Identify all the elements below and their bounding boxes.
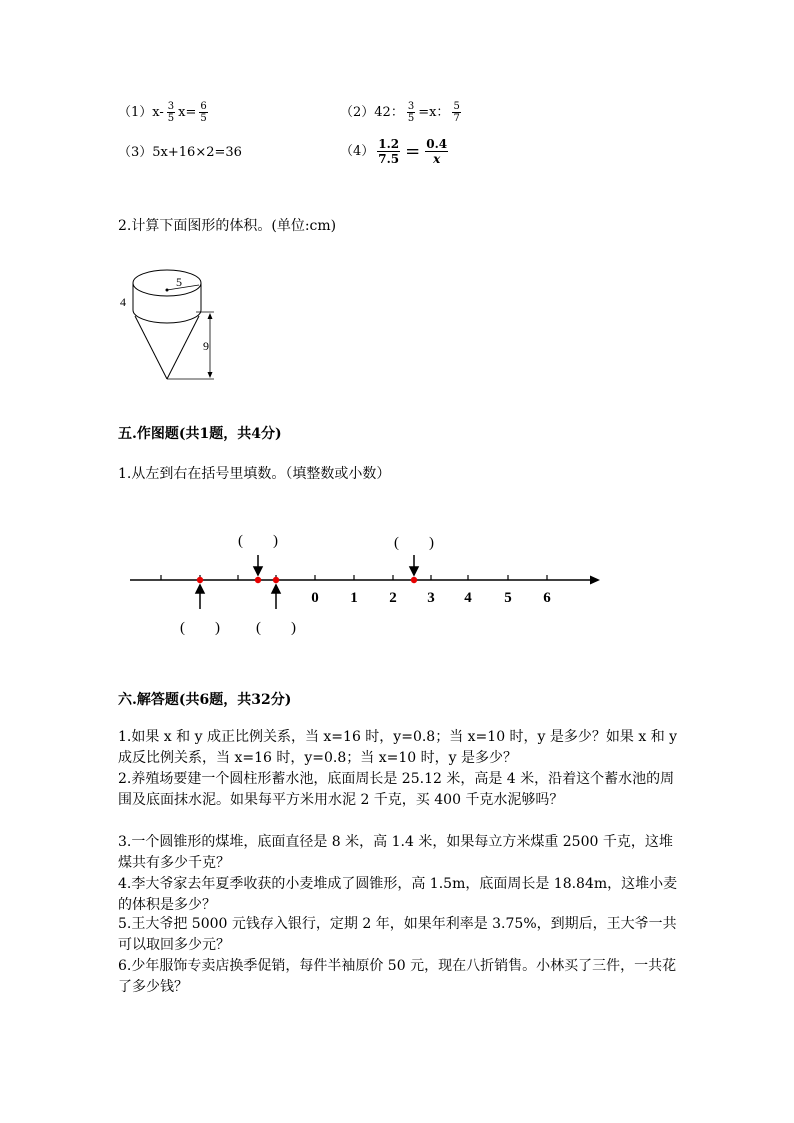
problem-6: 6.少年服饰专卖店换季促销，每件半袖原价 50 元，现在八折销售。小林买了三件，一共花了多少钱？ xyxy=(118,958,677,995)
number-line-arrow xyxy=(590,576,600,585)
section-5-question: 1.从左到右在括号里填数。（填整数或小数） xyxy=(118,466,391,482)
cylinder-cone-figure xyxy=(110,260,230,385)
cylinder-bottom-arc xyxy=(133,310,201,323)
fraction xyxy=(425,137,448,166)
answer-blank-bottom-2: ( ) xyxy=(256,620,296,636)
equation-3 xyxy=(118,145,242,162)
equation-label: （3） xyxy=(118,145,153,160)
denominator: 5 xyxy=(167,113,175,124)
equation-text: x- xyxy=(152,104,164,120)
denominator: 7.5 xyxy=(378,152,400,166)
tick-label-5: 5 xyxy=(504,590,512,606)
tick-label-2: 2 xyxy=(389,590,397,606)
equation-4 xyxy=(340,137,451,166)
up-arrow-head xyxy=(196,585,204,593)
equation-label: （4） xyxy=(340,143,375,159)
problem-1: 1.如果 x 和 y 成正比例关系，当 x=16 时，y=0.8；当 x=10 时，y 是多少？如果 x 和 y 成反比例关系，当 x=16 时，y=0.8；当 x=10 时，y 是多少？ xyxy=(118,729,678,766)
equation-label: （1） xyxy=(118,104,153,120)
equation-text: 42： xyxy=(374,104,404,120)
dimension-arrow-top xyxy=(208,313,213,319)
down-arrow-head xyxy=(410,567,418,575)
numerator: 0.4 xyxy=(426,137,448,151)
volume-question: 2.计算下面图形的体积。(单位:cm) xyxy=(118,218,337,234)
equation-text: x= xyxy=(178,104,197,120)
denominator: 7 xyxy=(453,113,460,124)
equals-sign: = xyxy=(405,140,421,162)
problem-2: 2.养殖场要建一个圆柱形蓄水池，底面周长是 25.12 米，高是 4 米，沿着这个蓄水池的周围及底面抹水泥。如果每平方米用水泥 2 千克，买 400 千克水泥够吗？ xyxy=(118,771,675,808)
denominator: x xyxy=(433,152,441,166)
tick-label-4: 4 xyxy=(464,590,472,606)
problem-3: 3.一个圆锥形的煤堆，底面直径是 8 米，高 1.4 米，如果每立方米煤重 2500 千克，这堆煤共有多少千克？ xyxy=(118,834,673,871)
up-arrow-head xyxy=(272,585,280,593)
numerator: 5 xyxy=(453,101,460,112)
cylinder-top xyxy=(133,270,201,296)
radius-line xyxy=(167,285,199,290)
tick-label-6: 6 xyxy=(543,590,551,606)
equation-2 xyxy=(340,101,464,124)
section-6-heading: 六.解答题(共6题，共32分) xyxy=(118,692,292,708)
numerator: 3 xyxy=(407,101,415,112)
marked-point xyxy=(273,577,279,583)
marked-point xyxy=(255,577,261,583)
fraction xyxy=(167,101,175,124)
number-line-figure xyxy=(120,525,610,643)
answer-blank-top-2: ( ) xyxy=(394,535,434,551)
radius-label: 5 xyxy=(176,275,182,289)
answer-blank-top-1: ( ) xyxy=(238,533,278,549)
fraction xyxy=(452,101,460,124)
problem-5: 5.王大爷把 5000 元钱存入银行，定期 2 年，如果年利率是 3.75%，到期后，王大爷一共可以取回多少元？ xyxy=(118,916,677,953)
section-5-heading: 五.作图题(共1题，共4分) xyxy=(118,426,282,442)
answer-blank-bottom-1: ( ) xyxy=(180,620,220,636)
cylinder-height-label: 4 xyxy=(120,295,126,309)
equation-text: =x： xyxy=(418,104,450,120)
fraction xyxy=(407,101,415,124)
dimension-arrow-bottom xyxy=(208,372,213,378)
marked-point xyxy=(197,577,203,583)
tick-label-1: 1 xyxy=(350,590,358,606)
down-arrow-head xyxy=(254,567,262,575)
tick-label-0: 0 xyxy=(311,590,319,606)
denominator: 5 xyxy=(200,113,207,124)
denominator: 5 xyxy=(407,113,415,124)
fraction xyxy=(199,101,207,124)
numerator: 6 xyxy=(200,101,207,112)
cone-left-side xyxy=(135,316,167,379)
numerator: 1.2 xyxy=(378,137,400,151)
cone-height-label: 9 xyxy=(203,339,209,353)
fraction xyxy=(377,137,400,166)
equation-label: （2） xyxy=(340,104,375,120)
cone-right-side xyxy=(167,316,199,379)
numerator: 3 xyxy=(167,101,175,112)
marked-point xyxy=(411,577,417,583)
equation-text: 5x+16×2=36 xyxy=(152,145,242,160)
tick-label-3: 3 xyxy=(427,590,435,606)
equation-1 xyxy=(118,101,211,124)
problem-4: 4.李大爷家去年夏季收获的小麦堆成了圆锥形，高 1.5m，底面周长是 18.84m，这堆小麦的体积是多少？ xyxy=(118,876,678,913)
